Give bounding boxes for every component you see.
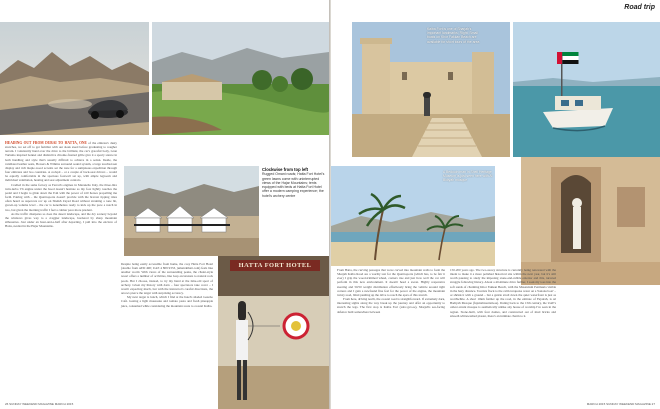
left-page xyxy=(0,0,329,409)
photo-archery xyxy=(218,256,329,409)
caption-body: Rugged Omani roads; Hatta Fort Hotel's green lawns come with uninterrupted views of the Hajar Mountains; tents equipped with beds at Hatta Fort Hotel offer a modern camping experience; the hotel's archery centre xyxy=(262,172,325,198)
photo-car-road xyxy=(0,22,149,135)
left-folio: 26 SUNDAY WEEKEND MAGAZINE MARCH 2015 xyxy=(5,402,74,406)
left-column-2: Despite being easily accessible from home, the cosy Hatta Fort Hotel (double from AED 490; UAE 4 809 9333, jumeirahhatt.com) feels like another world. With views of the surrounding peaks, the chalet-style resort offers a number of activities, like Jeep excursions to natural rock pools. But I choose, instead, to try my hand at the time-old sport of archery. Given my history with darts – four spectators take cover – I wasn't expecting much, but with the instructor's careful directions, the arrows pierce the target with surprising accuracy. My next target is lunch, which I find at the hotel's shaded Gazebo Café. Gazing a light moussaka and tomato pasta and fresh pineapple juice, consumed while considering the mountain route to coastal Kalba. xyxy=(121,262,213,308)
left-column-1: HEADING OUT FROM DUBAI TO HATTA, ONE of the emirate's dusty stretches, we set off to get familiar with our sleek steed before graduating to rougher terrain. I voluntarily hand over the drive to the brilliant, the car's graceful body, Gran Turismo inspired bonnet and distinctive chrome-fronted grille give it a sporty stance in both handling and style that's usually difficult to achieve in a sedan. Inside, the ventilated leather seats, Bowers & Wilkins surround sound system, a large touchscreen display and rich maple-wood accents set the tone for a sumptuous expedition through four emirates and two countries. A cockpit – or a couple of back-seat drivers – would be equally comfortable in the spacious footwell set up, with ample legroom and individual ventilation, heating and seat adjustment controls. Cradled in the same factory as Ferrari's engines in Maranello Italy, the three-litre twin-turbo V6 engine under the hood doesn't hesitate as my foot lightly touches the pedal and I begin to glide down the E44 with the power of 410 horses propelling me forth. Pairing with – the Quattroporte doesn't provide with the bravest tipping rides often heard as supercars rev up on Sheikh Zayed Road without straining a tone bit, grown-up volume level – the car is nonetheless ready to kick up the pace a notch in two, but given the morning traffic I feel a calmer pace more prudent. As the traffic dissipates so does the desert landscape, and the dry scenery beyond the windows gives way to a craggier landscape, bordered by sharp mountain silhouettes. Just under an hour-and-a-half after departing, I pull into the enclave of Hatta, nestled in the Hajar Mountains. xyxy=(5,141,118,229)
lead-in: HEADING OUT FROM DUBAI TO HATTA, ONE xyxy=(5,141,87,145)
photo-tents xyxy=(124,166,259,256)
photo-heritage-doorway xyxy=(521,157,660,285)
right-folio: MARCH 2015 SUNDAY WEEKEND MAGAZINE 27 xyxy=(586,402,655,406)
right-page xyxy=(331,0,660,409)
photo-resort-lawn xyxy=(152,22,329,135)
top-photo-caption: Kalba Fort is one of Sharjah's important landmarks; Right: Small boats on Khor Fakkan Beach are available for short tours of the area xyxy=(427,27,480,44)
hotel-sign: HATTA FORT HOTEL xyxy=(230,260,320,271)
photo-caption xyxy=(262,168,326,198)
right-column-2: 150-200 years ago. The two-storey structure is currently being renovated with the intent to make it a more polished historical site within the next year, but it's still worth pausing to study the imposing stone-and-rubble exterior and this, turreted struggle following history. About a 40-minute drive further, I soak my toes into the soft sands of charming Khor Fakkan Beach, with the Musandam Peninsula visible in the hazy distance. Tourists flock to the calm turquoise water on a 'banana boat' – or shrink it with a ground – but a gentle stroll down the quiet waterfront is just as worthwhile. A short 10km further up the road, in the emirate of Fujairah, is Al Badiyah Mosque (fujairahtourism.ae). Dating back to the 15th century, the UAE's oldest extant mosque is aesthetically unlike any house of worship I've seen in the region. Stone-built, with four domes, and constructed out of mud bricks and smooth whitewashed plaster, there's an intimate charm to it. xyxy=(450,268,556,318)
mid-photo-caption: A Bedouin man in Shell Heritage Museum is just seen here with Al Bidiyah mosque xyxy=(443,170,493,183)
caption-title: Clockwise from top left xyxy=(262,167,309,172)
right-column-1: From Hatta, the curving passages that wove carved into mountain walls to form the Sharjah Kalba Road are a worthy test for the Quattroporte (which has, to be fair it ever) I grip the wood-trimmed wheel, corners rise and just how well the car will perform in this new environment. It doesn't heed a sweat. Highly responsive steering and 50/50 weight distribution effortlessly bring the vehicle around tight corners and I gain a newfound fine feel for the power of the engine, the mountain twisty road, blind pushing up the drive to reach the apex of this stretch. From here, driving north, the coastal road is straightforward. If extremely dark, interesting sights along the way break up the journey and offer an opportunity to stretch the legs. The first stop is Kalba Fort (sabc.gov.ae), Sharjah's sea-facing defence built somewhere between xyxy=(337,268,445,314)
photo-boats xyxy=(513,22,660,157)
section-tag: Road trip xyxy=(624,4,655,11)
